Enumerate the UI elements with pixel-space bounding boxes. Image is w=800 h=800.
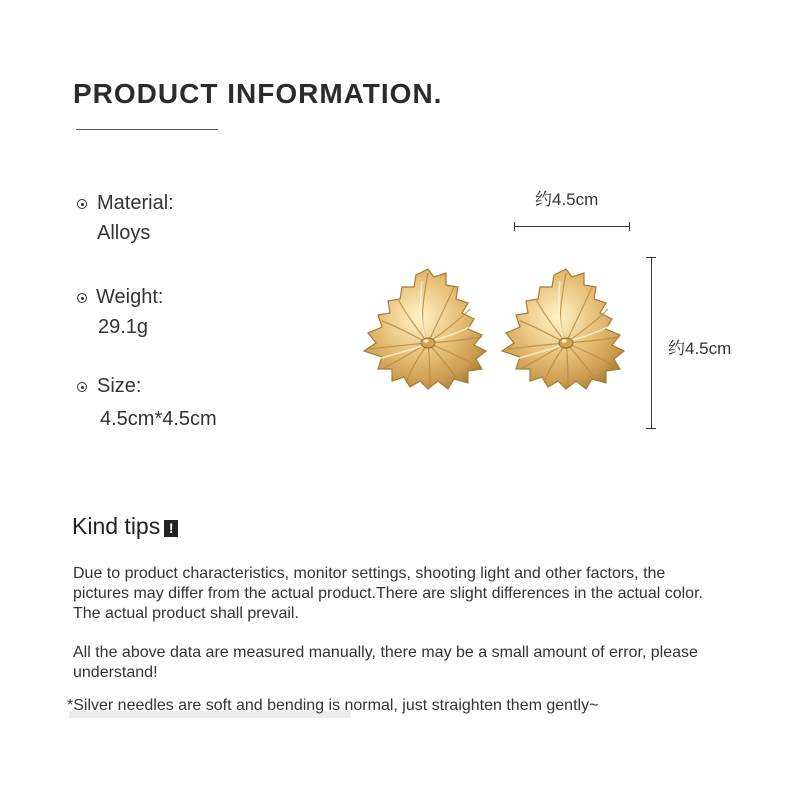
page-title: PRODUCT INFORMATION. [73,78,443,109]
earring-right-image [496,265,632,395]
bullet-icon [77,293,87,303]
height-dimension-tick [646,428,656,429]
bullet-icon [77,199,87,209]
size-label: Size: [97,375,142,397]
title-underline [76,129,218,130]
width-dimension-tick [629,222,630,231]
width-dimension-label: 约4.5cm [535,190,599,209]
material-value: Alloys [97,222,151,244]
weight-label: Weight: [96,286,164,308]
kind-tips-heading [72,513,178,540]
height-dimension-line [651,257,652,429]
measurement-paragraph: All the above data are measured manually, there may be a small amount of error, please understand! [73,644,698,681]
earring-left-image [358,265,494,395]
width-dimension-tick [514,222,515,231]
width-dimension-line [514,226,630,227]
needle-note: *Silver needles are soft and bending is normal, just straighten them gently~ [67,697,599,714]
exclamation-icon: ! [164,520,178,537]
material-label: Material: [97,192,174,214]
weight-value: 29.1g [98,316,149,338]
height-dimension-label: 约4.5cm [668,339,732,358]
height-dimension-tick [646,257,656,258]
size-value: 4.5cm*4.5cm [100,408,217,430]
disclaimer-paragraph: Due to product characteristics, monitor settings, shooting light and other factors, the pictures may differ from the actual product.There are slight differences in the actual color. The actual product shall prevail. [73,565,703,622]
kind-tips-label: Kind tips [72,513,161,539]
bullet-icon [77,382,87,392]
